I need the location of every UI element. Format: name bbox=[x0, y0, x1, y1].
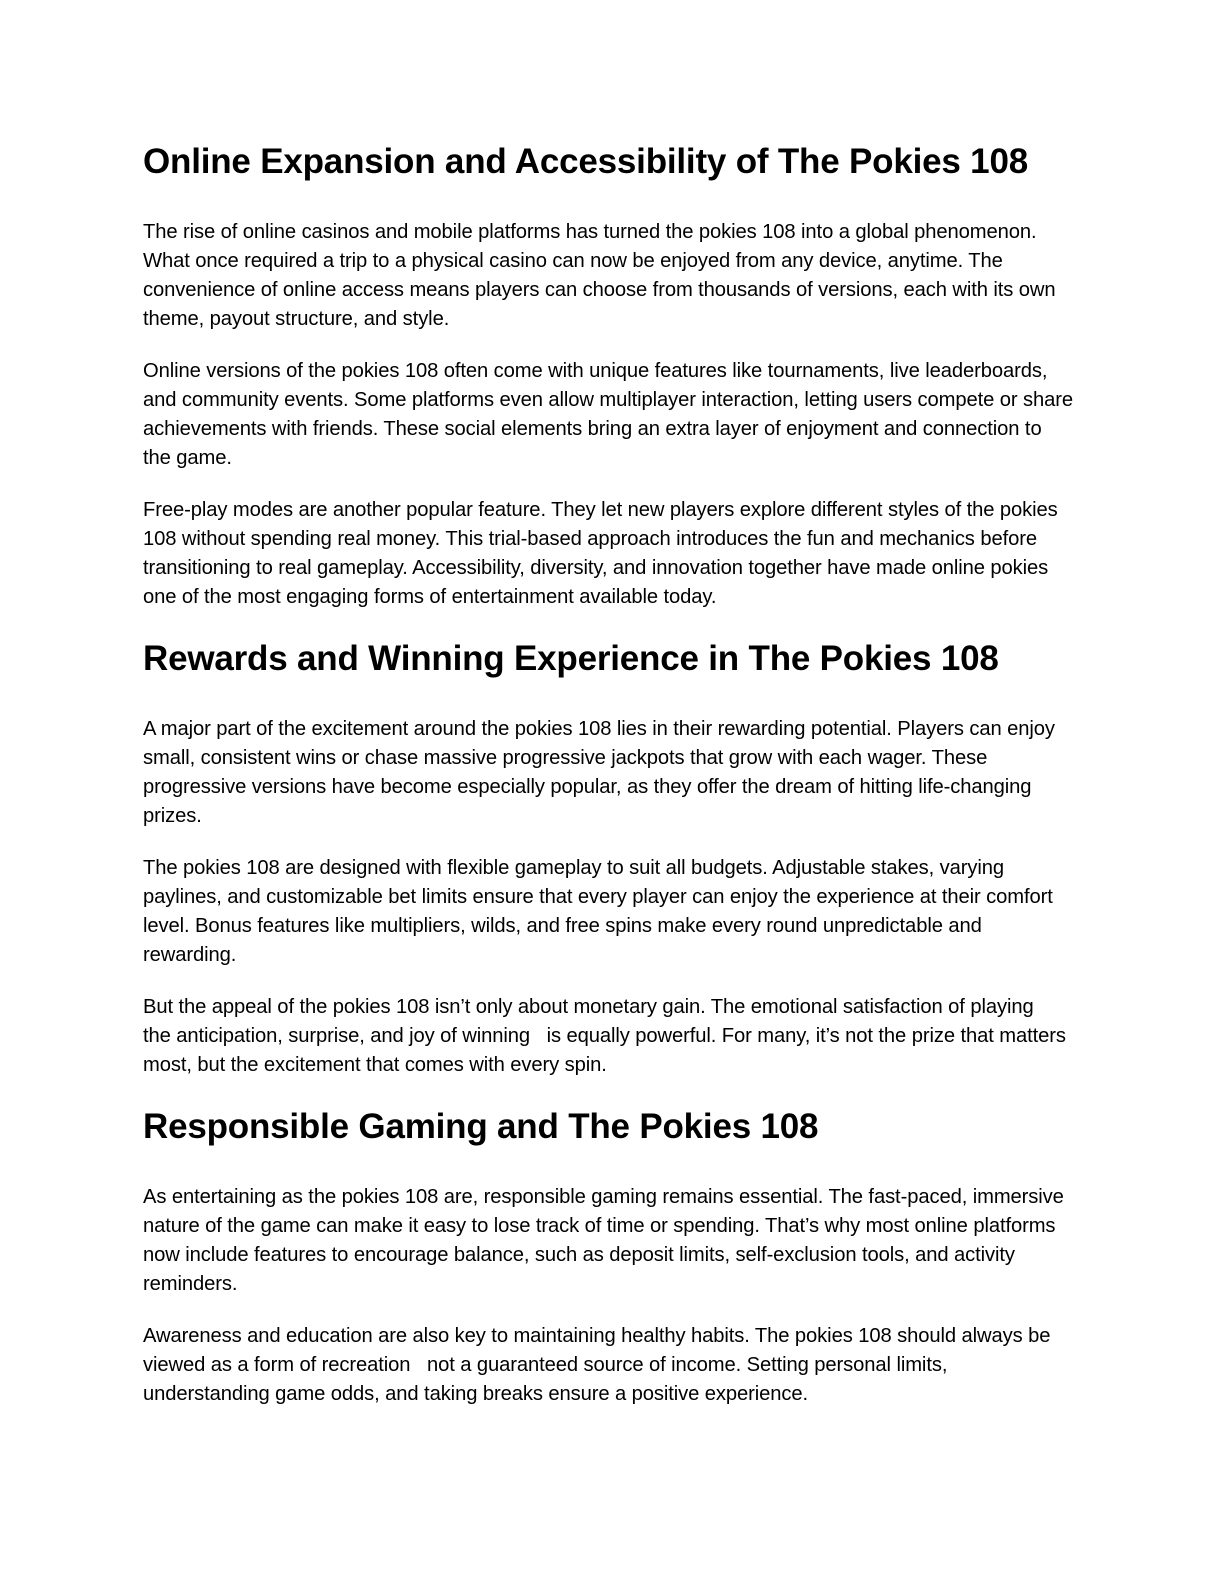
section-heading: Rewards and Winning Experience in The Pokies 108 bbox=[143, 639, 999, 678]
paragraph: The rise of online casinos and mobile platforms has turned the pokies 108 into a global phenomenon. What once required a trip to a physical casino can now be enjoyed from any device, anytime. The convenience of online access means players can choose from thousands of versions, each with its own theme, payout structure, and style. bbox=[143, 221, 1056, 330]
section-rewards bbox=[143, 637, 1073, 1080]
paragraph: As entertaining as the pokies 108 are, responsible gaming remains essential. The fast-paced, immersive nature of the game can make it easy to lose track of time or spending. That’s why most online platforms now include features to encourage balance, such as deposit limits, self-exclusion tools, and activity reminders. bbox=[143, 1186, 1064, 1295]
paragraph: The pokies 108 are designed with flexible gameplay to suit all budgets. Adjustable stakes, varying paylines, and customizable bet limits ensure that every player can enjoy the experience at their comfort level. Bonus features like multipliers, wilds, and free spins make every round unpredictable and rewarding. bbox=[143, 857, 1053, 966]
section-heading: Responsible Gaming and The Pokies 108 bbox=[143, 1107, 819, 1146]
section-heading: Online Expansion and Accessibility of The Pokies 108 bbox=[143, 142, 1028, 181]
section-online-expansion bbox=[143, 140, 1073, 612]
paragraph: Awareness and education are also key to maintaining healthy habits. The pokies 108 should always be viewed as a form of recreation not a guaranteed source of income. Setting personal limits, understanding game odds, and taking breaks ensure a positive experience. bbox=[143, 1325, 1056, 1405]
section-responsible-gaming bbox=[143, 1105, 1073, 1409]
paragraph: Online versions of the pokies 108 often come with unique features like tournaments, live leaderboards, and community events. Some platforms even allow multiplayer interaction, letting users compete or share achievements with friends. These social elements bring an extra layer of enjoyment and connection to the game. bbox=[143, 360, 1073, 469]
paragraph: A major part of the excitement around the pokies 108 lies in their rewarding potential. Players can enjoy small, consistent wins or chase massive progressive jackpots that grow with each wager. These progressive versions have become especially popular, as they offer the dream of hitting life-changing prizes. bbox=[143, 718, 1055, 827]
paragraph: Free-play modes are another popular feature. They let new players explore different styles of the pokies 108 without spending real money. This trial-based approach introduces the fun and mechanics before transitioning to real gameplay. Accessibility, diversity, and innovation together have made online pokies one of the most engaging forms of entertainment available today. bbox=[143, 499, 1058, 608]
paragraph: But the appeal of the pokies 108 isn’t only about monetary gain. The emotional satisfaction of playing the anticipation, surprise, and joy of winning is equally powerful. For many, it’s not the prize that matters most, but the excitement that comes with every spin. bbox=[143, 996, 1072, 1076]
